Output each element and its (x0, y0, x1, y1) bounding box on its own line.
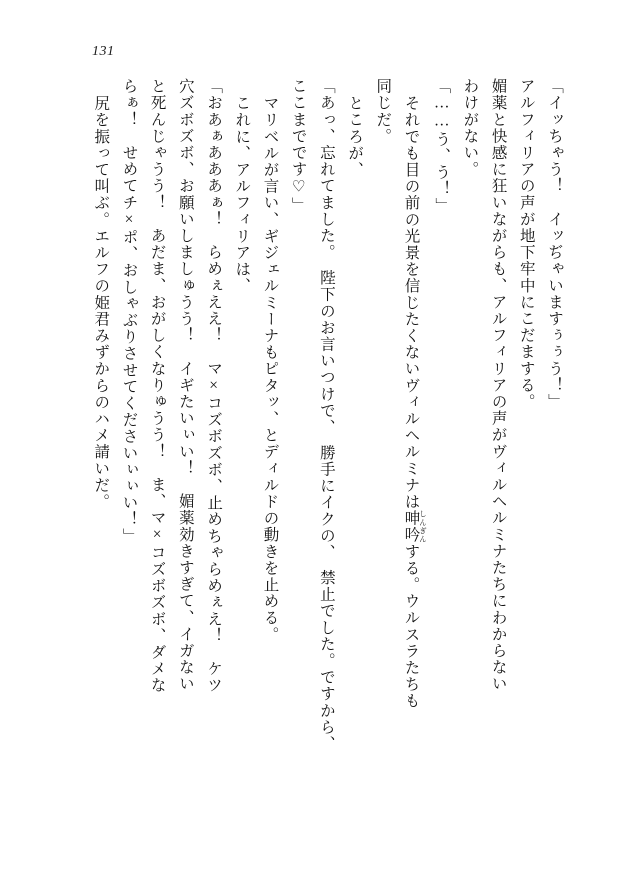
page-number: 131 (92, 44, 115, 59)
text-line: それでも目の前の光景を信じたくないヴィルヘルミナは呻吟 しんぎんする。ウルスラたちも (402, 95, 428, 710)
text-line: わけがない。 (461, 78, 479, 178)
text-line: 「あっ、忘れてました。 陛下のお言いつけで、 勝手にイクの、 禁止でした。ですから、 (317, 78, 335, 752)
text-line: と死んじゃうう！ あだま、おがしくなりゅうう！ ま、マ×コズボズボ、ダメな (148, 78, 166, 694)
text-line: らぁ！ せめてチ×ポ、おしゃぶりさせてくださいぃぃい！」 (120, 78, 138, 545)
text-line: 尻を振って叫ぶ。エルフの姫君みずからのハメ請いだ。 (92, 95, 110, 510)
text-line: ここまでです♡」 (289, 78, 307, 214)
text-line: 穴ズボズボ、お願いしましゅうう！ イギたいぃい！ 媚薬効きすぎて、イガない (176, 78, 194, 693)
text-line: マリベルが言い、ギジェルミーナもピタッ、とディルドの動きを止める。 (261, 95, 279, 643)
text-line: 同じだ。 (374, 78, 392, 145)
text-line: 「イッちゃう！ イッぢゃいますぅぅう！」 (546, 78, 563, 410)
text-line: アルフィリアの声が地下牢中にこだまする。 (517, 78, 535, 410)
text-line: 「……う、う！」 (433, 78, 451, 214)
text-line: 「おあぁあああぁ！ らめぇええ！ マ×コズボズボ、止めちゃらめぇえ！ ケツ (205, 78, 223, 694)
text-line: 媚薬と快感に狂いながらも、アルフィリアの声がヴィルヘルミナたちにわからない (489, 78, 507, 693)
page-text-body (60, 78, 568, 838)
text-line: ところが、 (346, 95, 364, 178)
ruby-annotation: 呻吟 しんぎん (402, 510, 428, 544)
text-line: これに、アルフィリアは、 (233, 95, 251, 295)
